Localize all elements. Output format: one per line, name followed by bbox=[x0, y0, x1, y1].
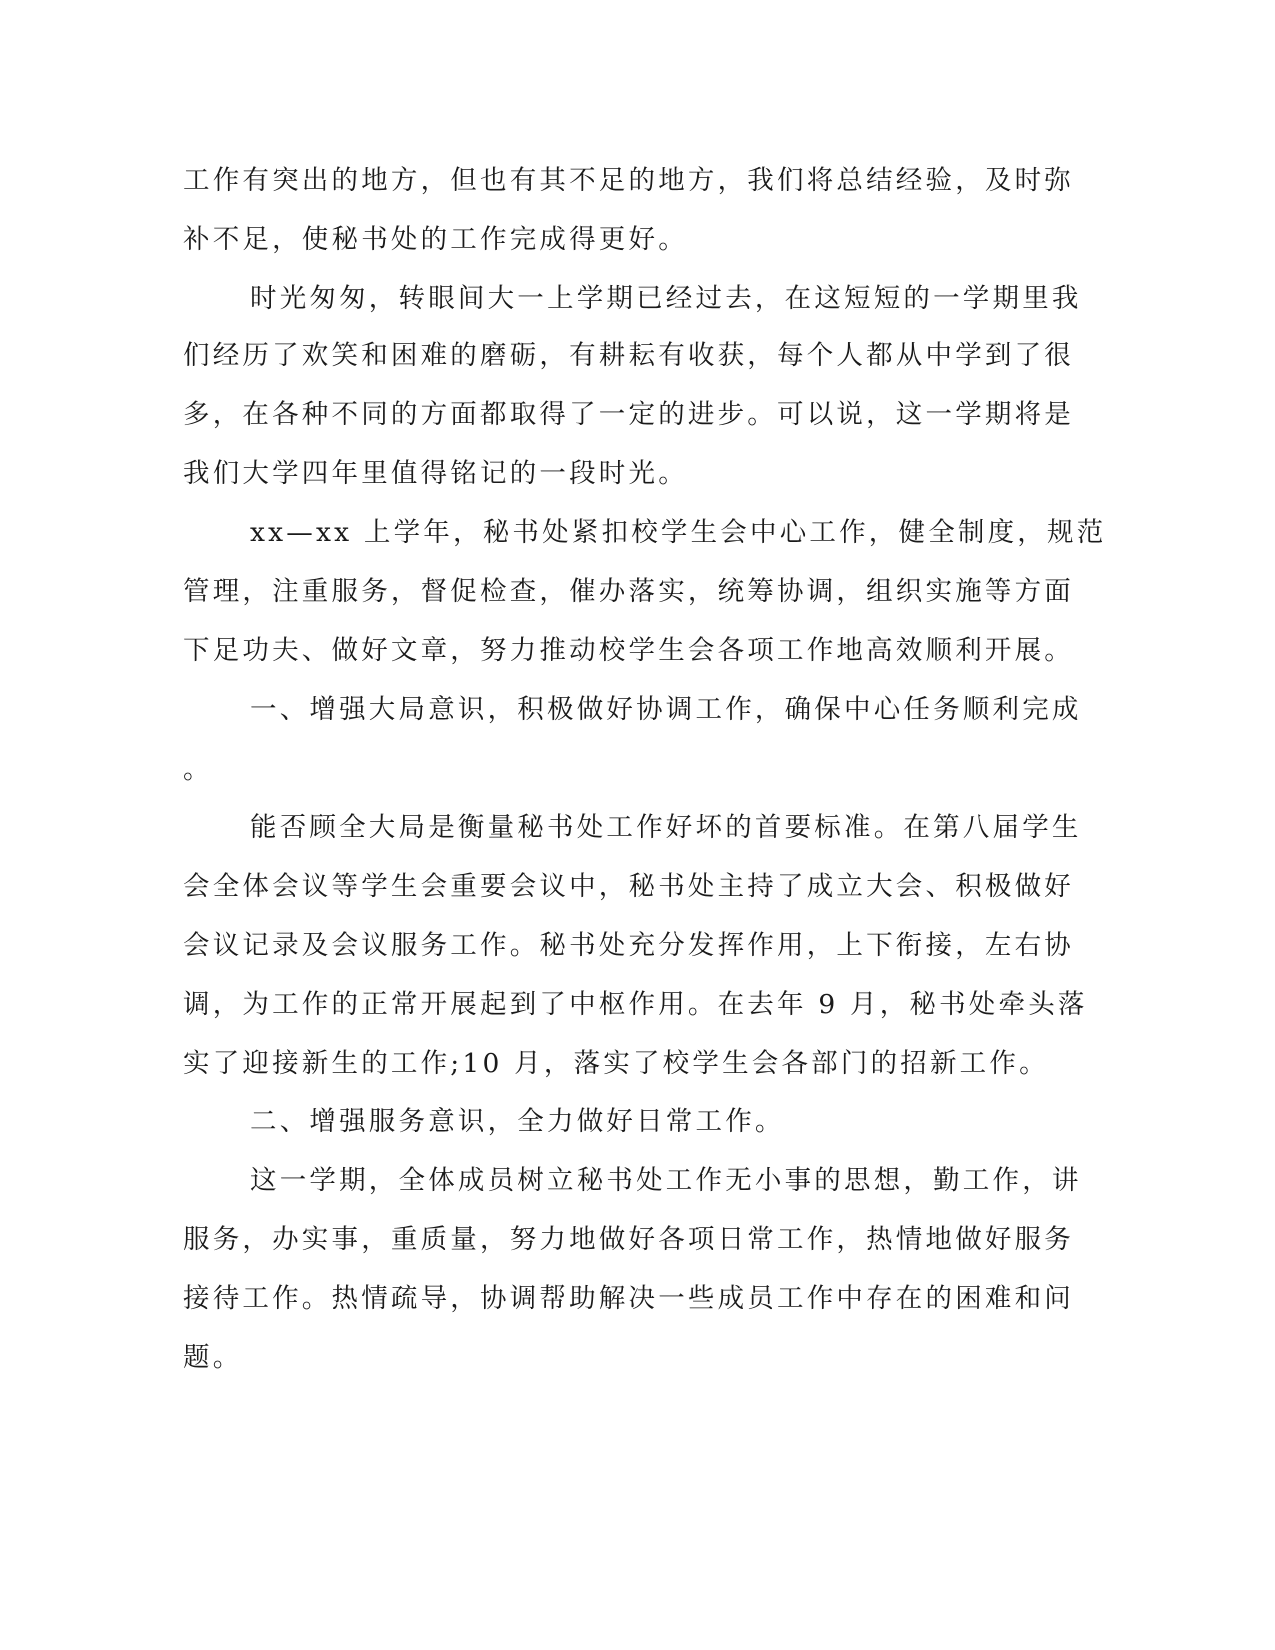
text-line: 时光匆匆，转眼间大一上学期已经过去，在这短短的一学期里我 bbox=[250, 283, 1082, 314]
text-line: 接待工作。热情疏导，协调帮助解决一些成员工作中存在的困难和问 bbox=[183, 1283, 1074, 1314]
text-line: 题。 bbox=[183, 1342, 243, 1373]
text-line: 这一学期，全体成员树立秘书处工作无小事的思想，勤工作，讲 bbox=[250, 1165, 1082, 1196]
text-line: 能否顾全大局是衡量秘书处工作好坏的首要标准。在第八届学生 bbox=[250, 812, 1082, 843]
heading-line: 二、增强服务意识，全力做好日常工作。 bbox=[250, 1106, 785, 1137]
text-line: 实了迎接新生的工作;10 月，落实了校学生会各部门的招新工作。 bbox=[183, 1048, 1049, 1079]
text-line: 服务，办实事，重质量，努力地做好各项日常工作，热情地做好服务 bbox=[183, 1224, 1074, 1255]
text-line: 管理，注重服务，督促检查，催办落实，统筹协调，组织实施等方面 bbox=[183, 576, 1074, 607]
heading-line: 一、增强大局意识，积极做好协调工作，确保中心任务顺利完成 bbox=[250, 694, 1082, 725]
text-line: 下足功夫、做好文章，努力推动校学生会各项工作地高效顺利开展。 bbox=[183, 635, 1074, 666]
text-line: 工作有突出的地方，但也有其不足的地方，我们将总结经验，及时弥 bbox=[183, 165, 1074, 196]
text-line: 我们大学四年里值得铭记的一段时光。 bbox=[183, 458, 688, 489]
text-line: 会全体会议等学生会重要会议中，秘书处主持了成立大会、积极做好 bbox=[183, 871, 1074, 902]
text-line: 调，为工作的正常开展起到了中枢作用。在去年 9 月，秘书处牵头落 bbox=[183, 989, 1088, 1020]
text-line: 们经历了欢笑和困难的磨砺，有耕耘有收获，每个人都从中学到了很 bbox=[183, 340, 1074, 371]
heading-line: 。 bbox=[183, 754, 213, 785]
text-line: 补不足，使秘书处的工作完成得更好。 bbox=[183, 224, 688, 255]
text-line: xx—xx 上学年，秘书处紧扣校学生会中心工作，健全制度，规范 bbox=[250, 517, 1107, 548]
text-line: 会议记录及会议服务工作。秘书处充分发挥作用，上下衔接，左右协 bbox=[183, 930, 1074, 961]
text-line: 多，在各种不同的方面都取得了一定的进步。可以说，这一学期将是 bbox=[183, 399, 1074, 430]
